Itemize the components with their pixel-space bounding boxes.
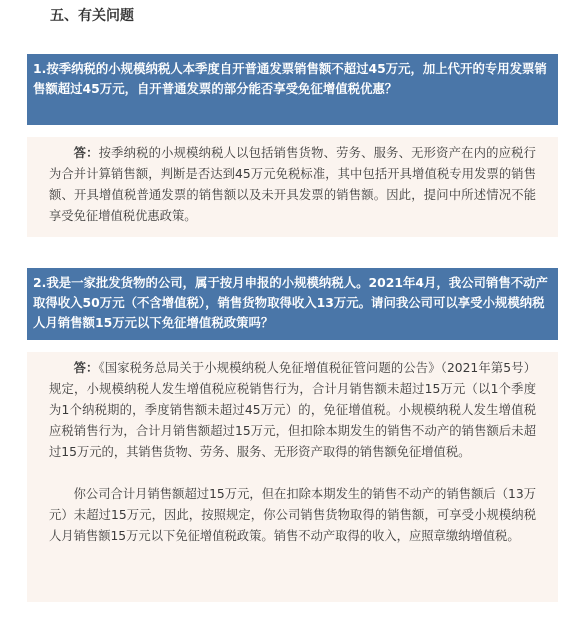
answer-1 xyxy=(27,137,558,237)
answer-2-paragraph-2 xyxy=(49,484,536,547)
question-1 xyxy=(27,54,558,125)
question-2-text: 2.我是一家批发货物的公司，属于按月申报的小规模纳税人。2021年4月，我公司销售不动产取得收入50万元（不含增值税），销售货物取得收入13万元。请问我公司可以享受小规模纳税人月销售额15万元以下免征增值税政策吗？ xyxy=(33,275,548,330)
answer-1-lead: 答： xyxy=(73,146,99,160)
answer-2-text-1: 《国家税务总局关于小规模纳税人免征增值税征管问题的公告》（2021年第5号）规定，小规模纳税人发生增值税应税销售行为，合计月销售额未超过15万元（以1个季度为1个纳税期的，季度销售额未超过45万元）的，免征增值税。小规模纳税人发生增值税应税销售行为，合计月销售额超过15万元，但扣除本期发生的销售不动产的销售额后未超过15万元的，其销售货物、劳务、服务、无形资产取得的销售额免征增值税。 xyxy=(49,361,536,459)
answer-2-paragraph-1 xyxy=(49,358,536,463)
section-title: 五、有关问题 xyxy=(50,8,134,24)
question-2 xyxy=(27,268,558,340)
answer-2-text-2: 你公司合计月销售额超过15万元，但在扣除本期发生的销售不动产的销售额后（13万元）未超过15万元，因此，按照规定，你公司销售货物取得的销售额，可享受小规模纳税人月销售额15万元以下免征增值税政策。销售不动产取得的收入，应照章缴纳增值税。 xyxy=(49,487,536,543)
answer-1-paragraph xyxy=(49,143,536,227)
question-1-text: 1.按季纳税的小规模纳税人本季度自开普通发票销售额不超过45万元，加上代开的专用发票销售额超过45万元，自开普通发票的部分能否享受免征增值税优惠？ xyxy=(33,61,547,96)
answer-2-lead: 答： xyxy=(73,361,99,375)
answer-1-text: 按季纳税的小规模纳税人以包括销售货物、劳务、服务、无形资产在内的应税行为合并计算销售额，判断是否达到45万元免税标准，其中包括开具增值税专用发票的销售额、开具增值税普通发票的销售额以及未开具发票的销售额。因此，提问中所述情况不能享受免征增值税优惠政策。 xyxy=(49,146,536,223)
answer-2 xyxy=(27,352,558,602)
